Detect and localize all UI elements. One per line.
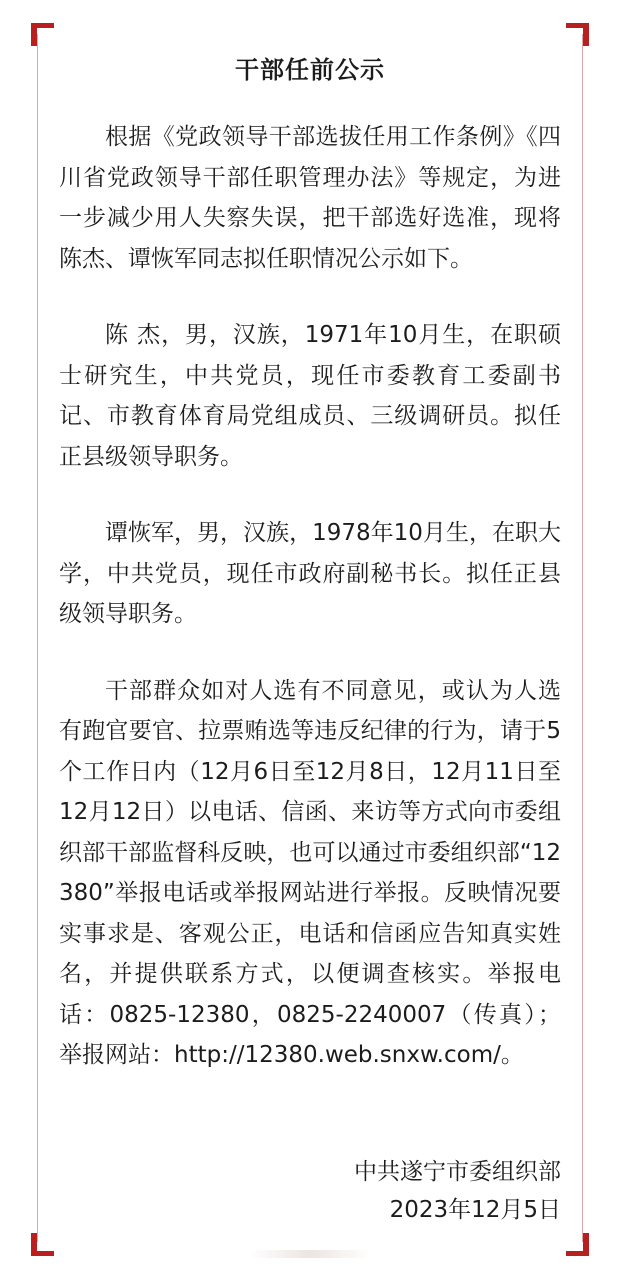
corner-ornament-top-left: [31, 23, 54, 46]
corner-ornament-bottom-left: [31, 1233, 54, 1256]
notice-body: [59, 117, 561, 1112]
notice-title: 干部任前公示: [235, 56, 385, 84]
corner-ornament-top-right: [566, 23, 589, 46]
signature-date: 2023年12月5日: [389, 1197, 561, 1223]
candidate-chenjie-paragraph: 陈 杰，男，汉族，1971年10月生，在职硕士研究生，中共党员，现任市委教育工委副书记、市教育体育局党组成员、三级调研员。拟任正县级领导职务。: [59, 322, 561, 470]
signature-block: [354, 1153, 561, 1229]
feedback-paragraph: 干部群众如对人选有不同意见，或认为人选有跑官要官、拉票贿选等违反纪律的行为，请于5个工作日内（12月6日至12月8日，12月11日至12月12日）以电话、信函、来访等方式向市委组织部干部监督科反映，也可以通过市委组织部“12380”举报电话或举报网站进行举报。反映情况要实事求是、客观公正，电话和信函应告知真实姓名，并提供联系方式，以便调查核实。举报电话：0825-12380，0825-2240007（传真）；举报网站：http://12380.web.snxw.com/。: [59, 677, 561, 1068]
candidate-tanhuijun-paragraph: 谭恢军，男，汉族，1978年10月生，在职大学，中共党员，现任市政府副秘书长。拟任正县级领导职务。: [59, 520, 561, 627]
signature-org: 中共遂宁市委组织部: [354, 1159, 561, 1185]
intro-paragraph: 根据《党政领导干部选拔任用工作条例》《四川省党政领导干部任职管理办法》等规定，为进一步减少用人失察失误，把干部选好选准，现将陈杰、谭恢军同志拟任职情况公示如下。: [59, 124, 561, 272]
corner-ornament-bottom-right: [566, 1233, 589, 1256]
bottom-decoration: [250, 1250, 370, 1258]
